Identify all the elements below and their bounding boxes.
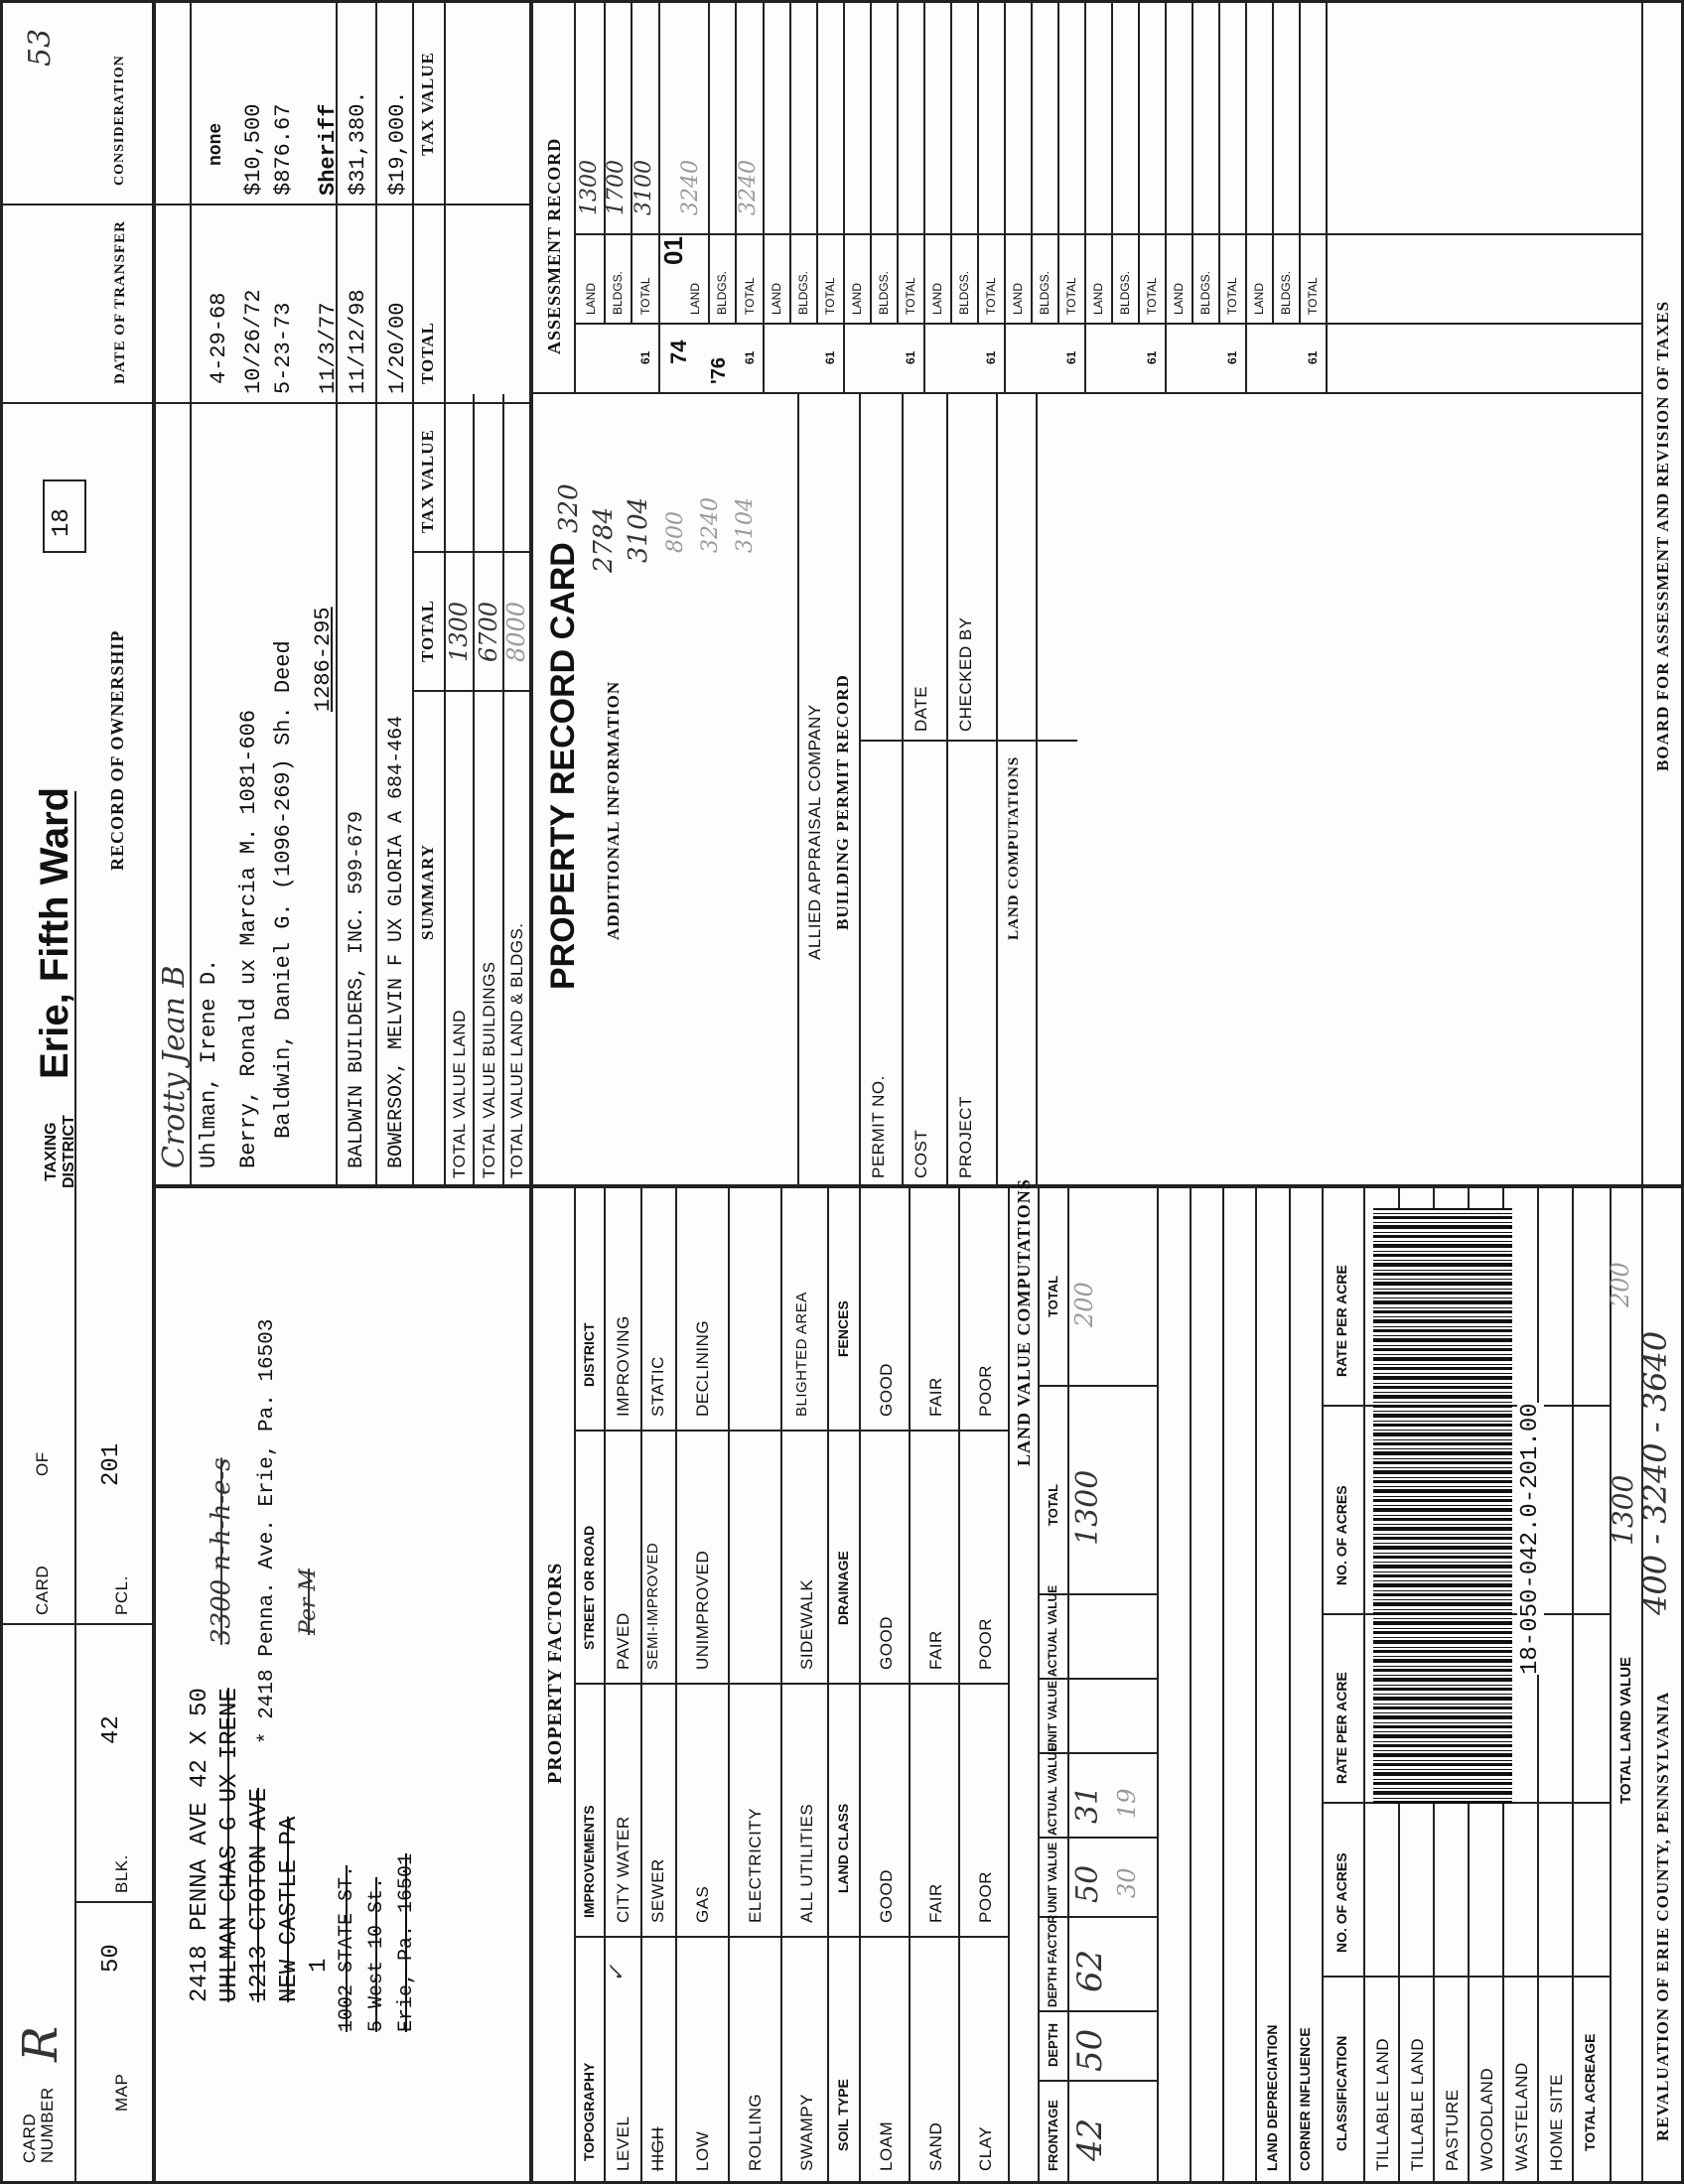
street-header: STREET OR ROAD: [581, 1525, 597, 1650]
fence-poor: POOR: [976, 1364, 995, 1417]
address-line-5: 1: [306, 1958, 333, 1973]
summary-header: SUMMARY: [418, 843, 437, 940]
frontage-value: 42: [1070, 2117, 1110, 2161]
date-label: DATE: [912, 685, 930, 732]
asmt-land-9: LAND: [1252, 282, 1266, 315]
district-blighted: BLIGHTED AREA: [793, 1292, 810, 1417]
footer-left: REVALUATION OF ERIE COUNTY, PENNSYLVANIA: [1653, 1691, 1672, 2141]
additional-value-4: 800: [663, 511, 688, 553]
ward-box: [43, 479, 86, 553]
summary-right-total-header: TOTAL: [418, 322, 437, 384]
soil-sand: SAND: [926, 2121, 945, 2171]
soil-type-header: SOIL TYPE: [835, 2079, 851, 2151]
classification-header: CLASSIFICATION: [1333, 2035, 1349, 2151]
unit-value-1: 50: [1070, 1864, 1105, 1903]
street-paved: PAVED: [614, 1612, 632, 1670]
map-value: 50: [98, 1944, 125, 1973]
land-depreciation: LAND DEPRECIATION: [1264, 2024, 1280, 2171]
address-scribble-2: Per M: [296, 1569, 321, 1635]
checked-by-label: CHECKED BY: [956, 616, 975, 732]
assessment-title: ASSESSMENT RECORD: [544, 137, 564, 354]
district-header: DISTRICT: [581, 1322, 597, 1387]
asmt-total-5: TOTAL: [984, 277, 998, 315]
street-sidewalk: SIDEWALK: [797, 1578, 816, 1670]
asmt-year-1: 61: [638, 350, 652, 364]
asmt-bldgs-1: BLDGS.: [611, 270, 625, 315]
topo-high: HIGH: [648, 2126, 667, 2171]
summary-label-buildings: TOTAL VALUE BUILDINGS: [480, 961, 498, 1178]
address-line-7: 5 West 10 St.: [365, 1876, 388, 2032]
summary-right-tax-header: TAX VALUE: [418, 52, 437, 156]
blk-label: BLK.: [112, 1854, 131, 1893]
street-semi: SEMI-IMPROVED: [644, 1542, 661, 1670]
consideration-2: none: [207, 122, 226, 166]
corner-number: 53: [23, 28, 58, 67]
summary-total-land-bldgs: 8000: [502, 601, 530, 662]
class-tillable-1: TILLABLE LAND: [1373, 2037, 1392, 2171]
asmt-bldgs-7: BLDGS.: [1118, 270, 1132, 315]
col-total-1: TOTAL: [1046, 1483, 1060, 1526]
asmt-year-6: 61: [1064, 350, 1078, 364]
new-address: * 2418 Penna. Ave. Erie, Pa. 16503: [256, 1318, 279, 1744]
asmt-year-3: 61: [823, 350, 837, 364]
col-actual-value-1: ACTUAL VALUE: [1046, 1743, 1059, 1836]
card-number-value: R: [13, 2025, 69, 2062]
address-line-2: UHLMAN CHAS G UX IRENE: [216, 1688, 243, 2002]
owner-7: BOWERSOX, MELVIN F UX GLORIA A 684-464: [385, 715, 408, 1168]
asmt-hw-1: 1300: [577, 160, 602, 215]
summary-total-land: 1300: [445, 601, 473, 662]
class-fair: FAIR: [926, 1883, 945, 1923]
permit-no-label: PERMIT NO.: [869, 1075, 888, 1178]
ward-box-value: 18: [49, 508, 75, 537]
consideration-header: CONSIDERATION: [112, 55, 127, 186]
district-improving: IMPROVING: [614, 1315, 632, 1417]
property-factors-title: PROPERTY FACTORS: [544, 1562, 566, 1784]
footer-handwritten: 400 - 3240 - 3640: [1636, 1330, 1674, 1615]
address-line-6: 1002 STATE ST.: [336, 1864, 358, 2032]
district-static: STATIC: [648, 1356, 667, 1417]
owner-4: Baldwin, Daniel G. (1096-269) Sh. Deed: [271, 640, 296, 1139]
barcode: [1373, 1208, 1512, 1804]
col-actual-value-2: ACTUAL VALUE: [1046, 1584, 1059, 1677]
asmt-land-1: LAND: [584, 282, 598, 315]
class-pasture: PASTURE: [1443, 2089, 1462, 2171]
class-good: GOOD: [877, 1869, 896, 1923]
asmt-bldgs-2: BLDGS.: [715, 270, 729, 315]
drain-poor: POOR: [976, 1617, 995, 1670]
property-record-title: PROPERTY RECORD CARD: [544, 542, 582, 990]
col-unit-value-1: UNIT VALUE: [1046, 1842, 1059, 1913]
card-label: CARD: [33, 1565, 52, 1615]
asmt-land-3: LAND: [770, 282, 783, 315]
rate-acre-header-1: RATE PER ACRE: [1333, 1672, 1349, 1784]
asmt-land-7: LAND: [1091, 282, 1105, 315]
asmt-hw-3: 3100: [632, 160, 656, 215]
asmt-total-8: TOTAL: [1225, 277, 1239, 315]
col-unit-value-2: UNIT VALUE: [1046, 1680, 1059, 1751]
footer-right: BOARD FOR ASSESSMENT AND REVISION OF TAXES: [1653, 300, 1672, 771]
rate-acre-header-2: RATE PER ACRE: [1333, 1265, 1349, 1377]
map-label: MAP: [112, 2073, 131, 2112]
owner-6: BALDWIN BUILDERS, INC. 599-679: [346, 810, 368, 1168]
class-woodland: WOODLAND: [1477, 2067, 1496, 2171]
date-3: 10/26/72: [241, 289, 266, 394]
total-value-1: 1300: [1070, 1469, 1105, 1546]
drain-good: GOOD: [877, 1616, 896, 1670]
improv-electricity: ELECTRICITY: [746, 1807, 765, 1923]
asmt-land-8: LAND: [1172, 282, 1186, 315]
summary-tax-header: TAX VALUE: [418, 429, 437, 533]
card-number-label: CARD NUMBER: [20, 2087, 57, 2163]
depth-factor-value: 62: [1070, 1949, 1110, 1992]
asmt-stamp-01: 01: [658, 236, 688, 265]
fence-fair: FAIR: [926, 1377, 945, 1417]
asmt-stamp-76: '76: [708, 356, 730, 384]
consideration-7: $19,000.: [385, 90, 410, 196]
owner-5: 1286-295: [311, 607, 336, 712]
additional-value-2: 2784: [589, 506, 619, 573]
date-5: 11/3/77: [316, 302, 341, 394]
asmt-year-9: 61: [1306, 350, 1320, 364]
asmt-bldgs-9: BLDGS.: [1279, 270, 1293, 315]
asmt-total-4: TOTAL: [904, 277, 917, 315]
consideration-3: $10,500: [241, 103, 266, 196]
asmt-hw-2: 1700: [604, 160, 629, 215]
actual-value-1: 31: [1070, 1785, 1105, 1824]
consideration-5: Sheriff: [316, 103, 341, 196]
asmt-hw-5: 3240: [736, 160, 761, 215]
asmt-total-7: TOTAL: [1145, 277, 1159, 315]
asmt-year-2: 61: [743, 350, 757, 364]
actual-value-1b: 19: [1113, 1788, 1141, 1819]
asmt-year-8: 61: [1225, 350, 1239, 364]
no-acres-header-1: NO. OF ACRES: [1333, 1852, 1349, 1953]
asmt-year-74: 74: [666, 340, 691, 364]
unit-value-1b: 30: [1113, 1867, 1141, 1898]
topo-level: LEVEL: [614, 2116, 632, 2171]
date-of-transfer-header: DATE OF TRANSFER: [112, 220, 128, 384]
asmt-year-4: 61: [904, 350, 917, 364]
improv-gas: GAS: [693, 1885, 712, 1923]
col-depth-factor: DEPTH FACTOR: [1046, 1914, 1059, 2007]
building-permit-header: BUILDING PERMIT RECORD: [833, 674, 852, 930]
topo-low: LOW: [693, 2130, 712, 2171]
owner-3: Berry, Ronald ux Marcia M. 1081-606: [236, 709, 261, 1168]
asmt-bldgs-5: BLDGS.: [957, 270, 971, 315]
total-land-value-hw: 1300: [1607, 1474, 1639, 1546]
asmt-total-1: TOTAL: [638, 277, 652, 315]
col-total-2: TOTAL: [1046, 1275, 1060, 1317]
owner-2: Uhlman, Irene D.: [197, 958, 221, 1168]
class-total-acreage: TOTAL ACREAGE: [1582, 2033, 1598, 2151]
improv-water: CITY WATER: [614, 1816, 632, 1923]
asmt-total-2: TOTAL: [743, 277, 757, 315]
asmt-year-5: 61: [984, 350, 998, 364]
asmt-land-2: LAND: [688, 282, 702, 315]
topography-header: TOPOGRAPHY: [581, 2062, 597, 2161]
additional-value-3: 3104: [624, 496, 653, 563]
improvements-header: IMPROVEMENTS: [581, 1805, 597, 1918]
land-computations-header: LAND COMPUTATIONS: [1006, 755, 1022, 940]
date-4: 5-23-73: [271, 302, 296, 394]
improv-all-utilities: ALL UTILITIES: [797, 1803, 816, 1923]
consideration-6: $31,380.: [346, 90, 370, 196]
additional-value-5: 3240: [698, 497, 723, 553]
summary-label-land: TOTAL VALUE LAND: [450, 1010, 469, 1178]
blk-value: 42: [98, 1715, 125, 1744]
drainage-header: DRAINAGE: [835, 1551, 851, 1625]
improv-sewer: SEWER: [648, 1858, 667, 1923]
asmt-total-6: TOTAL: [1064, 277, 1078, 315]
asmt-bldgs-4: BLDGS.: [877, 270, 891, 315]
topo-rolling: ROLLING: [746, 2093, 765, 2171]
class-home-site: HOME SITE: [1547, 2073, 1566, 2171]
asmt-land-5: LAND: [930, 282, 944, 315]
soil-clay: CLAY: [976, 2125, 995, 2171]
asmt-land-6: LAND: [1011, 282, 1025, 315]
additional-value-1: 320: [554, 483, 584, 533]
col-frontage: FRONTAGE: [1046, 2100, 1060, 2171]
topo-level-check: ✓: [605, 1964, 630, 1982]
of-label: OF: [33, 1451, 52, 1476]
class-poor: POOR: [976, 1870, 995, 1923]
address-line-1: 2418 PENNA AVE 42 X 50: [187, 1688, 213, 2002]
asmt-hw-4: 3240: [678, 160, 703, 215]
total-value-2: 200: [1070, 1282, 1098, 1327]
taxing-district-label: TAXING DISTRICT: [43, 1115, 77, 1188]
pcl-value: 201: [98, 1442, 125, 1486]
corner-influence: CORNER INFLUENCE: [1297, 2027, 1313, 2171]
date-6: 11/12/98: [346, 289, 370, 394]
asmt-bldgs-6: BLDGS.: [1038, 270, 1052, 315]
land-value-title: LAND VALUE COMPUTATIONS: [1014, 1178, 1034, 1466]
district-name: Erie, Fifth Ward: [33, 786, 76, 1079]
col-depth: DEPTH: [1046, 2022, 1060, 2067]
ownership-title: RECORD OF OWNERSHIP: [107, 629, 127, 871]
appraisal-company: ALLIED APPRAISAL COMPANY: [805, 704, 824, 960]
district-declining: DECLINING: [693, 1319, 712, 1417]
fence-good: GOOD: [877, 1363, 896, 1417]
project-label: PROJECT: [956, 1096, 975, 1178]
fences-header: FENCES: [835, 1300, 851, 1357]
total-land-value-label: TOTAL LAND VALUE: [1617, 1656, 1634, 1804]
additional-info-header: ADDITIONAL INFORMATION: [604, 680, 623, 940]
owner-1: Crotty Jean B: [157, 965, 192, 1168]
barcode-text: 18-050-042.0-201.00: [1517, 1403, 1544, 1675]
asmt-bldgs-8: BLDGS.: [1198, 270, 1212, 315]
street-unimproved: UNIMPROVED: [693, 1550, 712, 1670]
summary-label-land-bldgs: TOTAL VALUE LAND & BLDGS.: [507, 922, 526, 1178]
asmt-year-7: 61: [1145, 350, 1159, 364]
pcl-label: PCL.: [112, 1575, 131, 1615]
land-class-header: LAND CLASS: [835, 1803, 851, 1893]
asmt-total-3: TOTAL: [823, 277, 837, 315]
additional-value-6: 3104: [733, 497, 758, 553]
asmt-bldgs-3: BLDGS.: [796, 270, 810, 315]
no-acres-header-2: NO. OF ACRES: [1333, 1485, 1349, 1585]
address-scribble-1: 3300 n-h-h-e-s: [207, 1457, 236, 1645]
date-7: 1/20/00: [385, 302, 410, 394]
summary-total-header: TOTAL: [418, 600, 437, 662]
drain-fair: FAIR: [926, 1630, 945, 1670]
address-line-3: 1213 CTOTON AVE: [246, 1787, 273, 2002]
address-line-8: Erie, Pa. 16501: [395, 1852, 418, 2032]
depth-value: 50: [1070, 2028, 1110, 2072]
soil-loam: LOAM: [877, 2120, 896, 2171]
address-line-4: NEW CASTLE PA: [276, 1816, 303, 2002]
cost-label: COST: [912, 1129, 930, 1178]
class-wasteland: WASTELAND: [1512, 2062, 1531, 2171]
date-2: 4-29-68: [207, 292, 231, 384]
summary-total-buildings: 6700: [475, 601, 502, 662]
asmt-land-4: LAND: [850, 282, 864, 315]
total-right-hw: 200: [1607, 1262, 1634, 1307]
class-tillable-2: TILLABLE LAND: [1408, 2037, 1427, 2171]
consideration-4: $876.67: [271, 103, 296, 196]
topo-swampy: SWAMPY: [797, 2094, 816, 2171]
asmt-total-9: TOTAL: [1306, 277, 1320, 315]
